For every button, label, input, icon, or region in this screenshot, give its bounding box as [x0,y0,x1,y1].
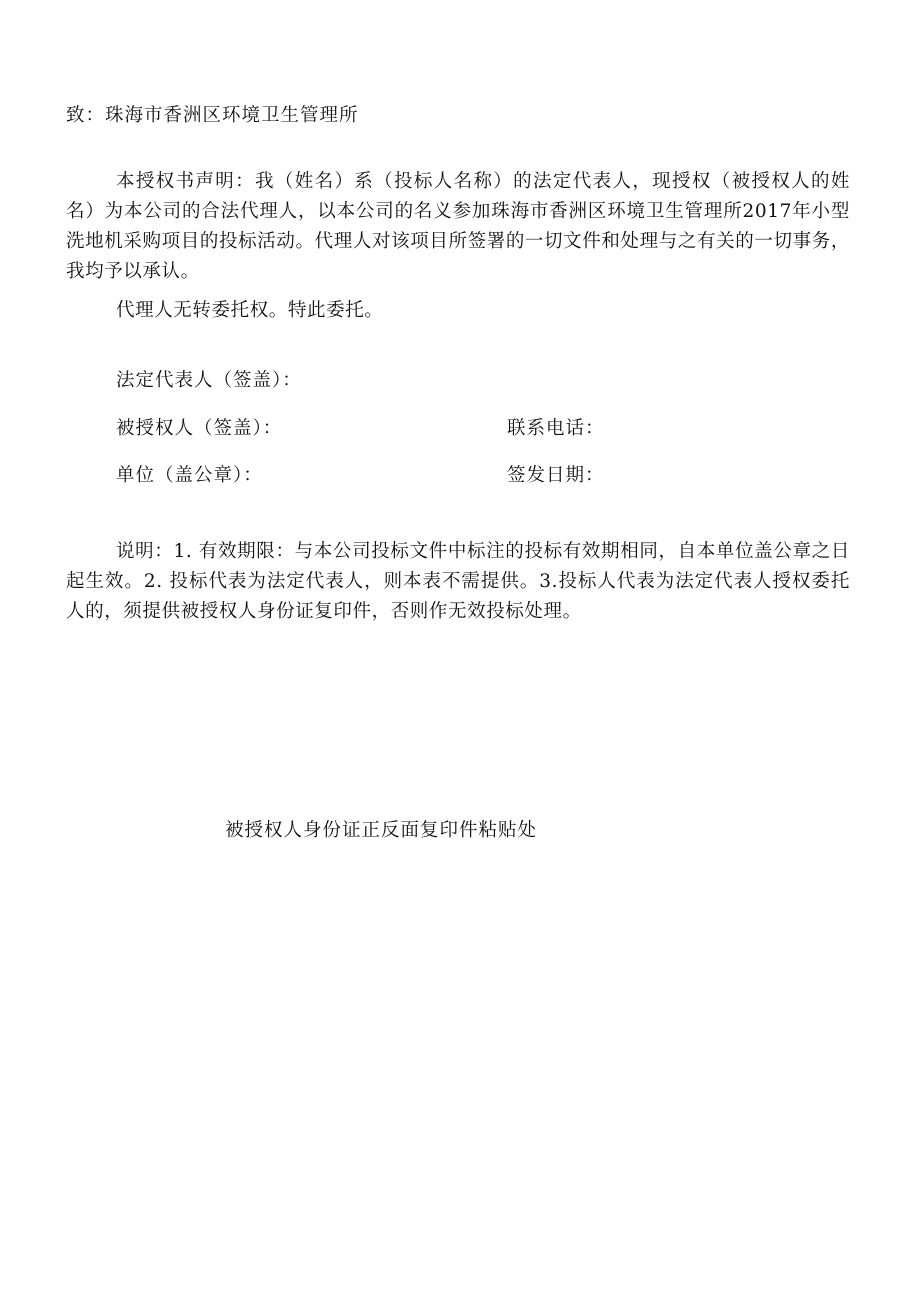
unit-seal-label: 单位（盖公章）： [116,465,263,486]
declaration-paragraph: 本授权书声明：我（姓名）系（投标人名称）的法定代表人，现授权（被授权人的姓名）为本公司的合法代理人，以本公司的名义参加珠海市香洲区环境卫生管理所2017年小型洗地机采购项目的投标活动。代理人对该项目所签署的一切文件和处理与之有关的一切事务，我均予以承认。 [66,171,850,282]
explanation-note: 说明：1. 有效期限：与本公司投标文件中标注的投标有效期相同，自本单位盖公章之日起生效。2. 投标代表为法定代表人，则本表不需提供。3.投标人代表为法定代表人授权委托人的，须提供被授权人身份证复印件，否则作无效投标处理。 [66,541,850,622]
issue-date-label: 签发日期： [507,465,605,486]
contact-phone-label: 联系电话： [507,418,605,439]
id-card-paste-area-label: 被授权人身份证正反面复印件粘贴处 [225,820,538,841]
addressee-line: 致：珠海市香洲区环境卫生管理所 [66,105,359,126]
legal-representative-signature-label: 法定代表人（签盖）： [116,370,302,391]
no-transfer-statement: 代理人无转委托权。特此委托。 [116,300,384,321]
authorized-person-signature-label: 被授权人（签盖）： [116,418,283,439]
